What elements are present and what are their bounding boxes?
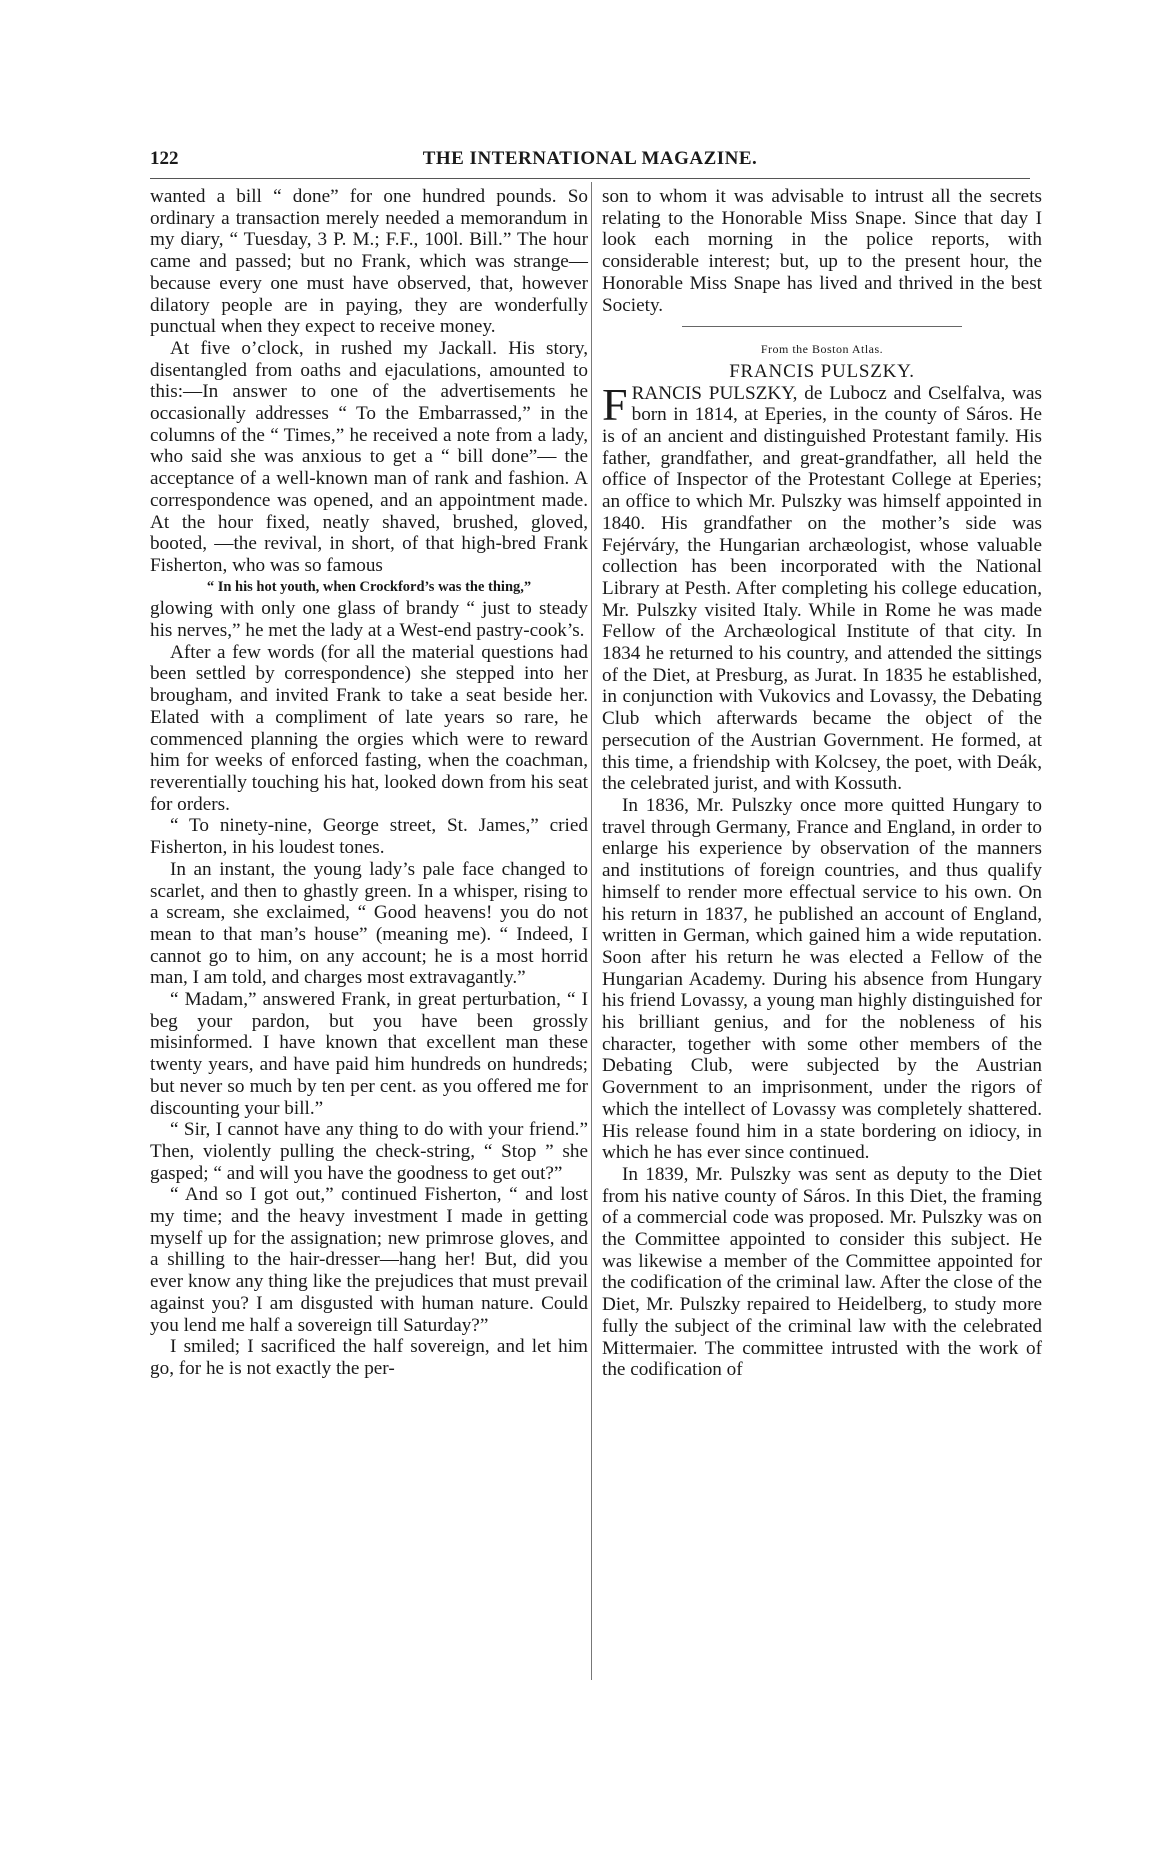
paragraph: son to whom it was advisable to intrust all the secrets relating to the Honorable Miss Snape. Since that day I look each morning in the police reports, with considerable interest; but, up to the present hour, the Honorable Miss Snape has lived and thrived in the best Society. — [602, 186, 1042, 316]
paragraph-text: RANCIS PULSZKY, de Lubocz and Cselfalva, was born in 1814, at Eperies, in the county of Sáros. He is of an ancient and distinguished Protestant family. His father, grandfather, and great-grandfather, all held the office of Inspector of the Protestant College at Eperies; an office to which Mr. Pulszky was himself appointed in 1840. His grandfather on the mother’s side was Fejérváry, the Hungarian archæologist, whose valuable collection has been incorporated with the National Library at Pesth. After completing his college education, Mr. Pulszky visited Italy. While in Rome he was made Fellow of the Archæological Institute of that city. In 1834 he returned to his country, and attended the sittings of the Diet, at Presburg, as Jurat. In 1835 he established, in conjunction with Vukovics and Lovassy, the Debating Club which afterwards became the object of the persecution of the Austrian Government. He formed, at this time, a friendship with Kolcsey, the poet, with Deák, the celebrated jurist, and with Kossuth. — [602, 382, 1042, 795]
paragraph — [602, 378, 1042, 795]
page-number: 122 — [150, 148, 179, 169]
right-column — [602, 186, 1042, 1381]
column-divider — [591, 182, 592, 1680]
drop-cap: F — [602, 378, 628, 430]
paragraph: In an instant, the young lady’s pale face changed to scarlet, and then to ghastly green. In a whisper, rising to a scream, she exclaimed, “ Good heavens! you do not mean to that man’s house” (meaning me). “ Indeed, I cannot go to him, on any account; he is a most horrid man, I am told, and charges most extravagantly.” — [150, 858, 588, 989]
paragraph: I smiled; I sacrificed the half sovereign, and let him go, for he is not exactly the per- — [150, 1336, 588, 1379]
paragraph: “ Sir, I cannot have any thing to do with your friend.” Then, violently pulling the check-string, “ Stop ” she gasped; “ and will you have the goodness to get out?” — [150, 1119, 588, 1184]
paragraph: “ To ninety-nine, George street, St. James,” cried Fisherton, in his loudest tones. — [150, 815, 588, 859]
left-column — [150, 186, 588, 1380]
header-rule — [150, 178, 1030, 179]
paragraph: In 1839, Mr. Pulszky was sent as deputy to the Diet from his native county of Sáros. In this Diet, the framing of a commercial code was proposed. Mr. Pulszky was on the Committee appointed to consider this subject. He was likewise a member of the Committee appointed for the codification of the criminal law. After the close of the Diet, Mr. Pulszky repaired to Heidelberg, to study more fully the subject of the criminal law with the celebrated Mittermaier. The committee intrusted with the work of the codification of — [602, 1163, 1042, 1381]
article-source: From the Boston Atlas. — [760, 342, 884, 357]
article-title: FRANCIS PULSZKY. — [729, 360, 915, 382]
paragraph: “ And so I got out,” continued Fisherton, “ and lost my time; and the heavy investment I made in getting myself up for the assignation; new primrose gloves, and a shilling to the hair-dresser—hang her! But, did you ever know any thing like the prejudices that must prevail against you? I am disgusted with human nature. Could you lend me half a sovereign till Saturday?” — [150, 1184, 588, 1336]
paragraph: At five o’clock, in rushed my Jackall. His story, disentangled from oaths and ejaculations, amounted to this:—In answer to one of the advertisements he occasionally addresses “ To the Embarrassed,” in the columns of the “ Times,” he received a note from a lady, who said she was anxious to get a “ bill done”— the acceptance of a well-known man of rank and fashion. A correspondence was opened, and an appointment made. At the hour fixed, neatly shaved, brushed, gloved, booted, —the revival, in short, of that high-bred Frank Fisherton, who was so famous — [150, 337, 588, 576]
paragraph: wanted a bill “ done” for one hundred pounds. So ordinary a transaction merely needed a memorandum in my diary, “ Tuesday, 3 P. M.; F.F., 100l. Bill.” The hour came and passed; but no Frank, which was strange—because every one must have observed, that, however dilatory people are in paying, they are wonderfully punctual when they expect to receive money. — [150, 186, 588, 338]
paragraph: After a few words (for all the material questions had been settled by correspondence) she stepped into her brougham, and invited Frank to take a seat beside her. Elated with a compliment of late years so rare, he commenced planning the orgies which were to reward him for weeks of enforced fasting, when the coachman, reverentially touching his hat, looked down from his seat for orders. — [150, 641, 588, 815]
magazine-title: THE INTERNATIONAL MAGAZINE. — [422, 148, 758, 169]
verse-quote: “ In his hot youth, when Crockford’s was the thing,” — [206, 578, 532, 595]
paragraph: “ Madam,” answered Frank, in great perturbation, “ I beg your pardon, but you have been grossly misinformed. I have known that excellent man these twenty years, and have paid him hundreds on hundreds; but never so much by ten per cent. as you offered me for discounting your bill.” — [150, 989, 588, 1119]
paragraph: In 1836, Mr. Pulszky once more quitted Hungary to travel through Germany, France and England, in order to enlarge his experience by observation of the manners and institutions of foreign countries, and thus qualify himself to render more effectual service to his own. On his return in 1837, he published an account of England, written in German, which gained him a wide reputation. Soon after his return he was elected a Fellow of the Hungarian Academy. During his absence from Hungary his friend Lovassy, a young man highly distinguished for his brilliant genius, and for the nobleness of his character, together with some other members of the Debating Club, were subjected by the Austrian Government to an imprisonment, under the rigors of which the intellect of Lovassy was completely shattered. His release found him in a state bordering on idiocy, in which he has ever since continued. — [602, 794, 1042, 1164]
paragraph: glowing with only one glass of brandy “ just to steady his nerves,” he met the lady at a West-end pastry-cook’s. — [150, 598, 588, 642]
section-rule — [682, 326, 962, 327]
page-header — [150, 148, 1030, 178]
